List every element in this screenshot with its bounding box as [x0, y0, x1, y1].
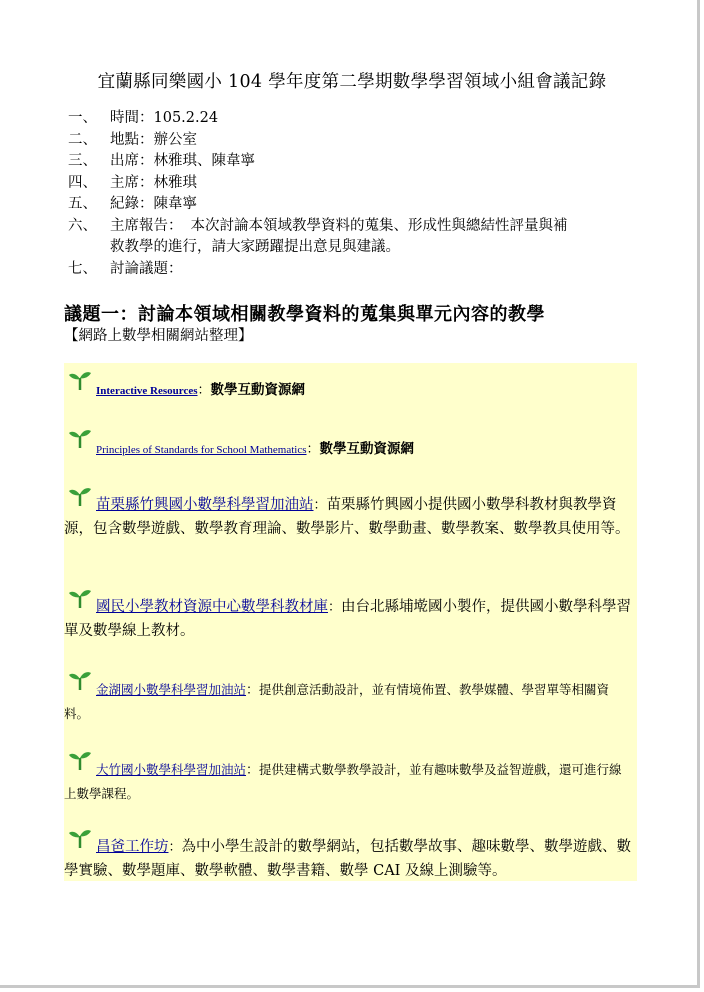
resource-description: 為中小學生設計的數學網站，包括數學故事、趣味數學、數學遊戲、數學實驗、數學題庫、數學軟體、數學書籍、數學 CAI 及線上測驗等。 — [64, 839, 632, 879]
agenda-list — [68, 108, 648, 280]
agenda-value: 林雅琪、陳韋寧 — [153, 153, 255, 169]
resource-separator: ： — [306, 442, 320, 457]
resource-link[interactable]: 昌爸工作坊 — [96, 839, 169, 855]
agenda-value: 林雅琪 — [153, 174, 197, 191]
resource-box — [64, 363, 637, 881]
agenda-number: 七、 — [68, 260, 97, 277]
issue-subtitle: 【網路上數學相關網站整理】 — [64, 328, 253, 344]
agenda-label: 主席： — [110, 174, 154, 191]
agenda-item — [68, 151, 648, 173]
resource-link[interactable]: 金湖國小數學科學習加油站 — [96, 682, 247, 697]
agenda-number: 一、 — [68, 110, 97, 126]
agenda-number: 二、 — [68, 131, 97, 148]
resource-description: 由台北縣埔墘國小製作，提供國小數學科學習單及數學線上教材。 — [64, 599, 632, 639]
resource-separator: ： — [246, 763, 260, 778]
agenda-label: 時間： — [110, 110, 154, 126]
resource-item — [64, 596, 632, 643]
agenda-item — [68, 173, 648, 195]
resource-description: 苗栗縣竹興國小提供國小數學科教材與教學資源，包含數學遊戲、數學教育理論、數學影片、數學動畫、數學教案、數學教具使用等。 — [64, 497, 630, 537]
resource-item — [64, 678, 632, 725]
agenda-label: 紀錄： — [110, 196, 154, 212]
document-title: 宜蘭縣同樂國小 104 學年度第二學期數學學習領域小組會議記錄 — [97, 72, 607, 92]
resource-item — [96, 438, 632, 461]
agenda-value: 本次討論本領域教學資料的蒐集、形成性與總結性評量與補 — [190, 217, 568, 234]
agenda-item-continued — [68, 237, 648, 259]
agenda-label: 討論議題： — [110, 260, 183, 277]
agenda-value: 辦公室 — [153, 131, 197, 148]
agenda-label: 地點： — [110, 131, 154, 148]
agenda-number: 三、 — [68, 153, 97, 169]
resource-item — [96, 379, 632, 402]
resource-separator: ： — [197, 383, 211, 398]
agenda-item — [68, 130, 648, 152]
agenda-number: 五、 — [68, 196, 97, 212]
sprout-icon — [68, 369, 92, 391]
agenda-value: 105.2.24 — [153, 110, 219, 126]
resource-link[interactable]: Principles of Standards for School Mathematics — [96, 444, 307, 456]
resource-link[interactable]: 國民小學教材資源中心數學科教材庫 — [96, 599, 328, 615]
agenda-item — [68, 216, 648, 238]
resource-description: 提供建構式數學教學設計，並有趣味數學及益智遊戲，還可進行線上數學課程。 — [64, 762, 622, 801]
resource-separator: ： — [328, 600, 342, 615]
agenda-value — [183, 259, 649, 281]
resource-separator: ： — [246, 683, 260, 698]
resource-link[interactable]: 苗栗縣竹興國小數學科學習加油站 — [96, 497, 314, 513]
resource-description: 提供創意活動設計，並有情境佈置、教學媒體、學習單等相關資料。 — [64, 682, 610, 721]
agenda-item — [68, 194, 648, 216]
resource-separator: ： — [313, 498, 327, 513]
agenda-number: 六、 — [68, 217, 97, 234]
resource-item — [64, 836, 632, 883]
resource-description: 數學互動資源網 — [319, 441, 415, 457]
agenda-item — [68, 259, 648, 281]
resource-separator: ： — [168, 840, 182, 855]
sprout-icon — [68, 427, 92, 449]
agenda-number: 四、 — [68, 174, 97, 191]
issue-title: 議題一：討論本領域相關教學資料的蒐集與單元內容的教學 — [64, 304, 545, 325]
agenda-item — [68, 108, 648, 130]
agenda-value: 陳韋寧 — [153, 196, 197, 212]
agenda-label: 主席報告： — [110, 217, 183, 234]
resource-item — [64, 758, 632, 805]
agenda-value-continued: 救教學的進行，請大家踴躍提出意見與建議。 — [110, 239, 400, 255]
resource-item — [64, 494, 632, 541]
resource-link[interactable]: Interactive Resources — [96, 385, 198, 397]
resource-link[interactable]: 大竹國小數學科學習加油站 — [96, 762, 247, 777]
resource-description: 數學互動資源網 — [210, 382, 306, 398]
agenda-label: 出席： — [110, 153, 154, 169]
